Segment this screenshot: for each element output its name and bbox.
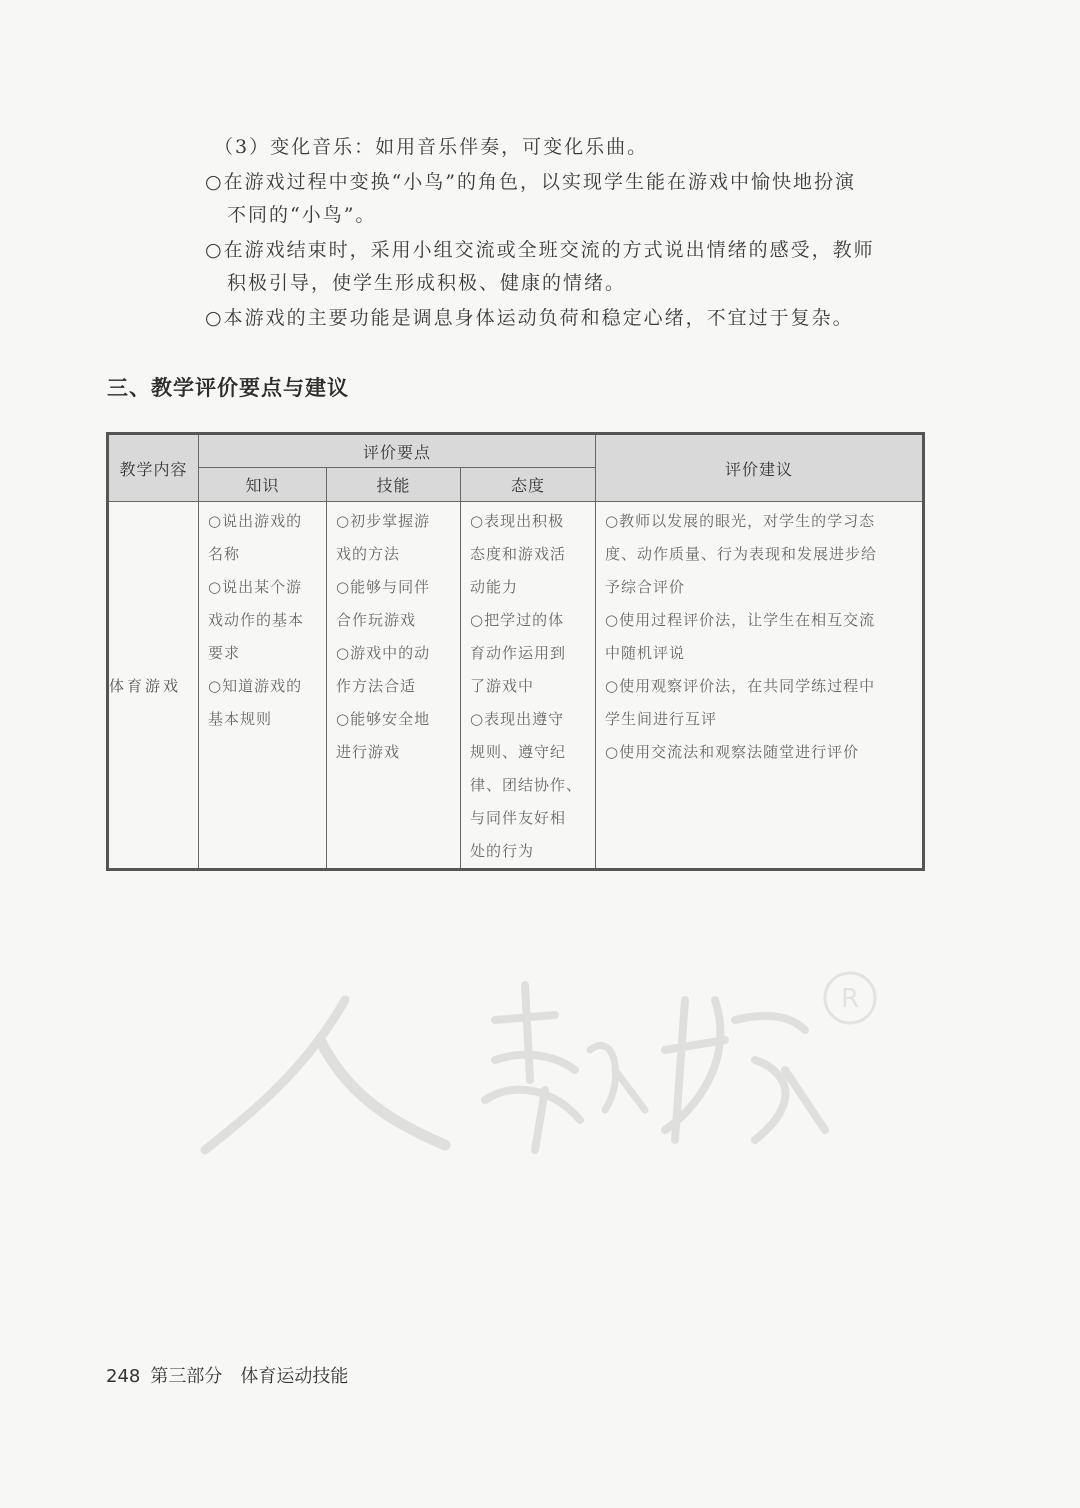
attitude-line: 态度和游戏活 <box>470 545 567 563</box>
header-evaluation-suggestions: 评价建议 <box>596 434 924 502</box>
suggestion-line: 中随机评说 <box>605 644 686 662</box>
suggestion-line: ○教师以发展的眼光，对学生的学习态 <box>605 512 876 530</box>
intro-line-4: ○在游戏结束时，采用小组交流或全班交流的方式说出情绪的感受，教师 <box>205 239 875 261</box>
cell-knowledge <box>199 502 327 870</box>
suggestion-line: ○使用交流法和观察法随堂进行评价 <box>605 743 860 761</box>
page-footer <box>106 1362 348 1388</box>
knowledge-line: ○说出某个游 <box>208 578 303 596</box>
attitude-line: 处的行为 <box>470 842 535 860</box>
skill-line: 进行游戏 <box>336 743 401 761</box>
attitude-line: 律、团结协作、 <box>470 776 583 794</box>
suggestion-line: 度、动作质量、行为表现和发展进步给 <box>605 545 878 563</box>
cell-attitude <box>461 502 596 870</box>
footer-part: 第三部分 <box>150 1366 223 1387</box>
attitude-line: 规则、遵守纪 <box>470 743 567 761</box>
header-teaching-content: 教学内容 <box>108 434 199 502</box>
cell-skill <box>327 502 461 870</box>
knowledge-line: 戏动作的基本 <box>208 611 305 629</box>
knowledge-line: ○知道游戏的 <box>208 677 303 695</box>
attitude-line: ○把学过的体 <box>470 611 565 629</box>
knowledge-line: 基本规则 <box>208 710 273 728</box>
attitude-line: 育动作运用到 <box>470 644 567 662</box>
knowledge-line: 要求 <box>208 644 241 662</box>
page-number: 248 <box>106 1366 141 1387</box>
knowledge-line: 名称 <box>208 545 241 563</box>
skill-line: ○初步掌握游 <box>336 512 431 530</box>
header-knowledge: 知识 <box>199 468 327 502</box>
skill-line: 作方法合适 <box>336 677 417 695</box>
suggestion-line: 学生间进行互评 <box>605 710 718 728</box>
intro-line-5: 积极引导，使学生形成积极、健康的情绪。 <box>227 272 627 294</box>
row-label-sports-games: 体育游戏 <box>108 502 199 870</box>
skill-line: 戏的方法 <box>336 545 401 563</box>
footer-title: 体育运动技能 <box>240 1366 349 1387</box>
skill-line: ○能够安全地 <box>336 710 431 728</box>
intro-line-3: 不同的“小鸟”。 <box>227 204 377 226</box>
cell-suggestions <box>596 502 924 870</box>
knowledge-line: ○说出游戏的 <box>208 512 303 530</box>
attitude-line: 动能力 <box>470 578 519 596</box>
attitude-line: ○表现出积极 <box>470 512 565 530</box>
header-skill: 技能 <box>327 468 461 502</box>
intro-line-6: ○本游戏的主要功能是调息身体运动负荷和稳定心绪，不宜过于复杂。 <box>205 307 854 329</box>
attitude-line: ○表现出遵守 <box>470 710 565 728</box>
suggestion-line: ○使用过程评价法，让学生在相互交流 <box>605 611 876 629</box>
suggestion-line: ○使用观察评价法，在共同学练过程中 <box>605 677 876 695</box>
publisher-watermark-logo <box>195 960 895 1170</box>
section-heading: 三、教学评价要点与建议 <box>107 376 349 400</box>
attitude-line: 了游戏中 <box>470 677 535 695</box>
evaluation-table <box>106 432 925 871</box>
skill-line: 合作玩游戏 <box>336 611 417 629</box>
skill-line: ○能够与同伴 <box>336 578 431 596</box>
header-evaluation-points: 评价要点 <box>199 434 596 468</box>
skill-line: ○游戏中的动 <box>336 644 431 662</box>
header-attitude: 态度 <box>461 468 596 502</box>
attitude-line: 与同伴友好相 <box>470 809 567 827</box>
intro-line-2: ○在游戏过程中变换“小鸟”的角色，以实现学生能在游戏中愉快地扮演 <box>205 171 857 193</box>
suggestion-line: 予综合评价 <box>605 578 686 596</box>
intro-line-1: （3）变化音乐：如用音乐伴奏，可变化乐曲。 <box>214 136 649 158</box>
svg-text:R: R <box>840 984 860 1014</box>
